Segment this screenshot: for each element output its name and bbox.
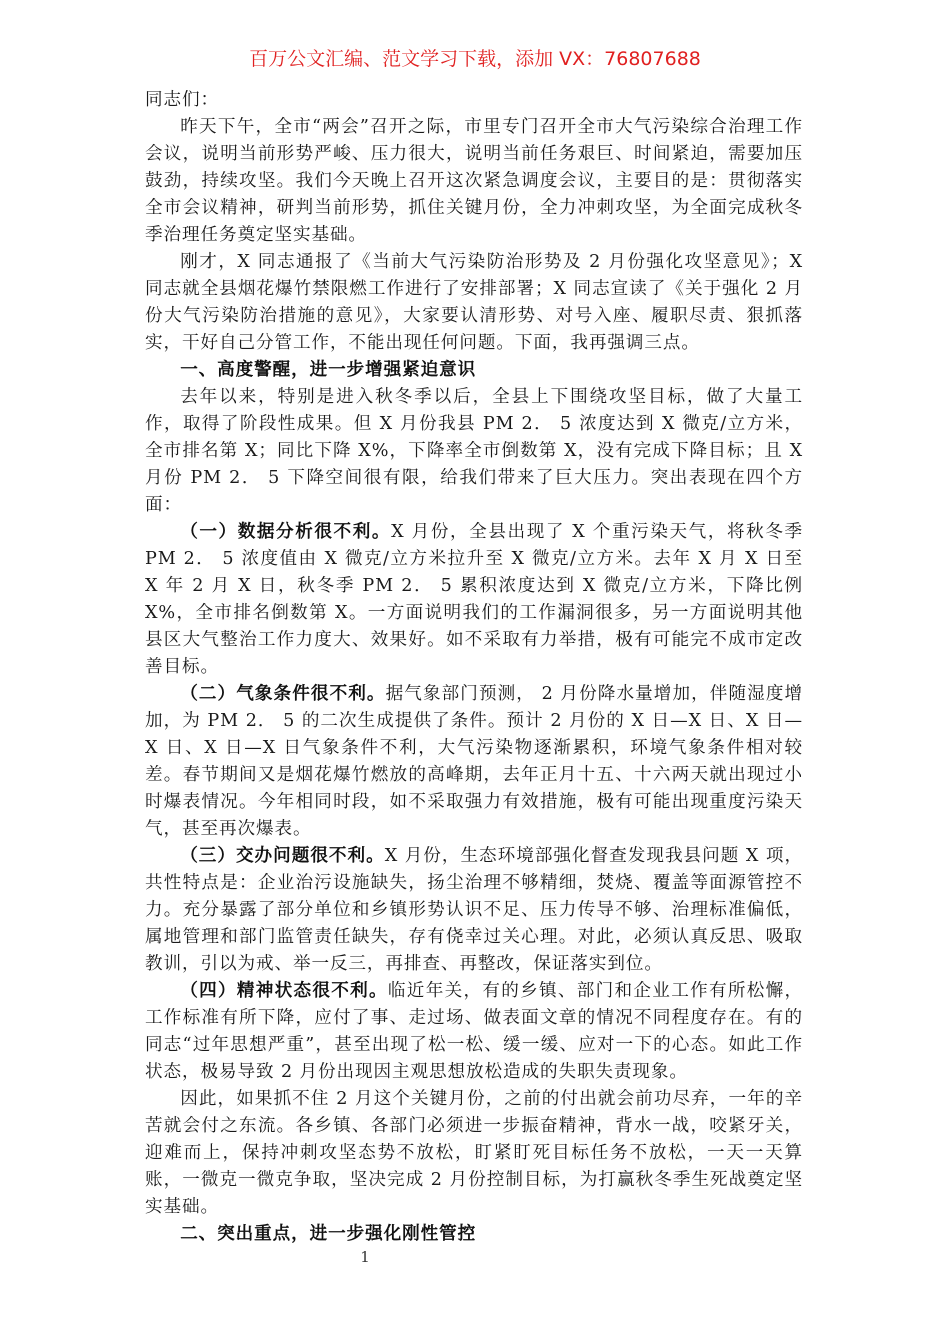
salutation: 同志们： [145,90,219,110]
paragraph-conclusion: 因此，如果抓不住 2 月这个关键月份，之前的付出就会前功尽弃，一年的辛苦就会付之东流。各乡镇、各部门必须进一步振奋精神，背水一战，咬紧牙关，迎难而上，保持冲刺攻坚态势不放松，盯紧盯死目标任务不放松，一天一天算账，一微克一微克争取，坚决完成 2 月份控制目标，为打赢秋冬季生死战奠定坚实基础。 [145,1089,803,1217]
subsection-text-1: X 月份，全县出现了 X 个重污染天气，将秋冬季 PM 2． 5 浓度值由 X 微克/立方米拉升至 X 微克/立方米。去年 X 月 X 日至 X 年 2 月 X 日，秋冬季 PM 2． 5 累积浓度达到 X 微克/立方米，下降比例 X%，全市排名倒数第 X。一方面说明我们的工作漏洞很多，另一方面说明其他县区大气整治工作力度大、效果好。如不采取有力举措，极有可能完不成市定改善目标。 [145,522,804,677]
watermark-banner: 百万公文汇编、范文学习下载，添加 VX：76807688 [249,48,701,70]
subsection-lead-2: （二）气象条件很不利。 [180,684,386,704]
page-number: 1 [360,1248,370,1266]
subsection-morale [145,978,803,1086]
document-body [145,87,803,1248]
subsection-lead-3: （三）交办问题很不利。 [180,846,385,866]
paragraph-situation: 去年以来，特别是进入秋冬季以后，全县上下围绕攻坚目标，做了大量工作，取得了阶段性成果。但 X 月份我县 PM 2． 5 浓度达到 X 微克/立方米，全市排名第 X；同比下降 X%，下降率全市倒数第 X，没有完成下降目标；且 X 月份 PM 2． 5 下降空间很有限，给我们带来了巨大压力。突出表现在四个方面： [145,387,803,515]
paragraph-briefing: 刚才，X 同志通报了《当前大气污染防治形势及 2 月份强化攻坚意见》；X 同志就全县烟花爆竹禁限燃工作进行了安排部署；X 同志宣读了《关于强化 2 月份大气污染防治措施的意见》，大家要认清形势、对号入座、履职尽责、狠抓落实，干好自己分管工作，不能出现任何问题。下面，我再强调三点。 [145,252,803,353]
subsection-text-4: 临近年关，有的乡镇、部门和企业工作有所松懈，工作标准有所下降，应付了事、走过场、做表面文章的情况不同程度存在。有的同志“过年思想严重”，甚至出现了松一松、缓一缓、应对一下的心态。如此工作状态，极易导致 2 月份出现因主观思想放松造成的失职失责现象。 [145,981,803,1082]
subsection-weather [145,681,803,843]
subsection-data-analysis [145,519,803,681]
subsection-lead-4: （四）精神状态很不利。 [180,981,388,1001]
subsection-assigned-issues [145,843,803,978]
subsection-text-3: X 月份，生态环境部强化督查发现我县问题 X 项，共性特点是：企业治污设施缺失，扬尘治理不够精细，焚烧、覆盖等面源管控不力。充分暴露了部分单位和乡镇形势认识不足、压力传导不够、治理标准偏低，属地管理和部门监管责任缺失，存有侥幸过关心理。对此，必须认真反思、吸取教训，引以为戒、举一反三，再排查、再整改，保证落实到位。 [145,846,803,974]
subsection-text-2: 据气象部门预测， 2 月份降水量增加，伴随湿度增加，为 PM 2． 5 的二次生成提供了条件。预计 2 月份的 X 日—X 日、X 日—X 日、X 日—X 日气象条件不利，大气污染物逐渐累积，环境气象条件相对较差。春节期间又是烟花爆竹燃放的高峰期，去年正月十五、十六两天就出现过小时爆表情况。今年相同时段，如不采取强力有效措施，极有可能出现重度污染天气，甚至再次爆表。 [145,684,803,839]
subsection-lead-1: （一）数据分析很不利。 [180,522,392,542]
paragraph-intro: 昨天下午，全市“两会”召开之际，市里专门召开全市大气污染综合治理工作会议，说明当前形势严峻、压力很大，说明当前任务艰巨、时间紧迫，需要加压鼓劲，持续攻坚。我们今天晚上召开这次紧急调度会议，主要目的是：贯彻落实全市会议精神，研判当前形势，抓住关键月份，全力冲刺攻坚，为全面完成秋冬季治理任务奠定坚实基础。 [145,117,803,245]
section-heading-1: 一、高度警醒，进一步增强紧迫意识 [180,360,477,380]
section-heading-2: 二、突出重点，进一步强化刚性管控 [180,1224,477,1244]
